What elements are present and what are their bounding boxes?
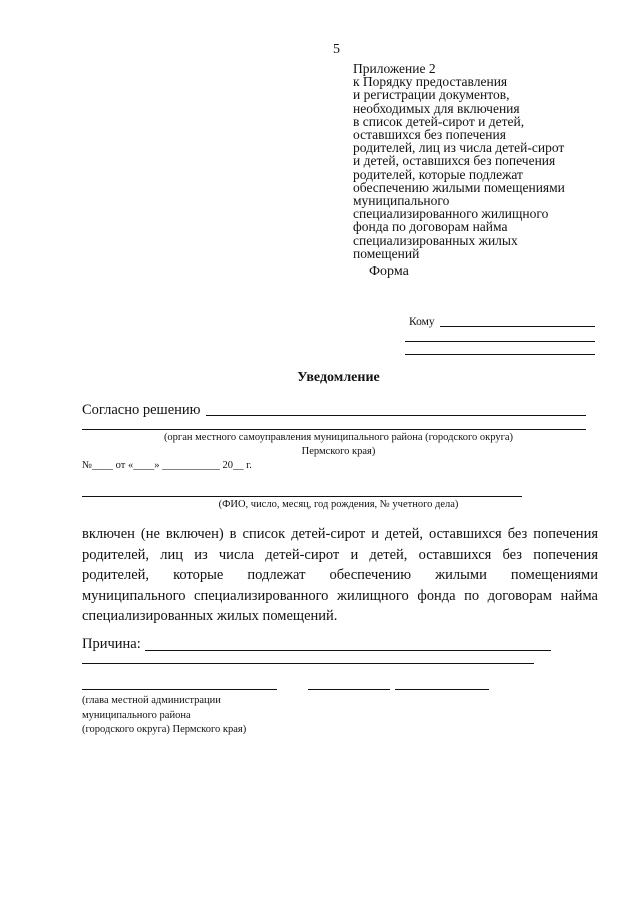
reason-field-line[interactable] — [145, 650, 551, 651]
appendix-line: помещений — [353, 245, 420, 261]
addressee-field-line-2[interactable] — [405, 341, 595, 342]
document-title: Уведомление — [297, 370, 380, 385]
appendix-line: фонда по договорам найма — [353, 219, 508, 235]
appendix-line: и регистрации документов, — [353, 87, 510, 103]
decision-field-line[interactable] — [206, 415, 586, 416]
appendix-header — [353, 62, 565, 260]
appendix-line: оставшихся без попечения — [353, 127, 506, 143]
addressee-field-line-1[interactable] — [440, 326, 595, 327]
appendix-line: Приложение 2 — [353, 61, 436, 76]
appendix-line: к Порядку предоставления — [353, 74, 508, 90]
addressee-field-line-3[interactable] — [405, 354, 595, 355]
decision-label: Согласно решению — [82, 402, 201, 418]
appendix-line: специализированных жилых — [353, 232, 518, 248]
form-label: Форма — [369, 264, 409, 279]
appendix-line: в список детей-сирот и детей, — [353, 113, 525, 129]
signature-caption-line: муниципального района — [82, 709, 191, 721]
addressee-label: Кому — [409, 316, 435, 328]
signature-caption-line: (городского округа) Пермского края) — [82, 724, 247, 735]
signature-caption-line: (глава местной администрации — [82, 695, 221, 706]
signature-title-line[interactable] — [82, 689, 277, 690]
signature-name-line[interactable] — [395, 689, 489, 690]
person-caption: (ФИО, число, месяц, год рождения, № учетного дела) — [218, 499, 459, 510]
body-line: родителей, которые подлежат обеспечению жилыми помещениями — [82, 567, 598, 583]
appendix-line: муниципального — [353, 193, 450, 209]
person-field-line[interactable] — [82, 496, 522, 497]
signature-line[interactable] — [308, 689, 390, 690]
decision-field-line-2[interactable] — [82, 429, 586, 430]
org-caption-region: Пермского края) — [301, 446, 376, 457]
appendix-line: необходимых для включения — [353, 100, 520, 116]
appendix-line: родителей, лиц из числа детей-сирот — [353, 140, 565, 156]
number-date-line[interactable]: №____ от «____» ___________ 20__ г. — [82, 460, 252, 471]
body-line: специализированных жилых помещений. — [82, 608, 338, 624]
org-caption: (орган местного самоуправления муниципального района (городского округа) — [163, 432, 514, 443]
page-number: 5 — [333, 42, 340, 57]
reason-field-line-2[interactable] — [82, 663, 534, 664]
body-line: муниципального специализированного жилищного фонда по договорам найма — [82, 587, 598, 604]
body-line: включен (не включен) в список детей-сирот и детей, оставшихся без попечения — [82, 526, 598, 542]
body-line: родителей, лиц из числа детей-сирот и детей, оставшихся без попечения — [82, 546, 598, 563]
appendix-line: и детей, оставшихся без попечения — [353, 153, 556, 169]
appendix-line: обеспечению жилыми помещениями — [353, 179, 565, 195]
appendix-line: родителей, которые подлежат — [353, 166, 523, 182]
appendix-line: специализированного жилищного — [353, 206, 549, 222]
reason-label: Причина: — [82, 636, 141, 652]
body-paragraph — [82, 524, 598, 627]
signature-caption — [82, 694, 246, 738]
